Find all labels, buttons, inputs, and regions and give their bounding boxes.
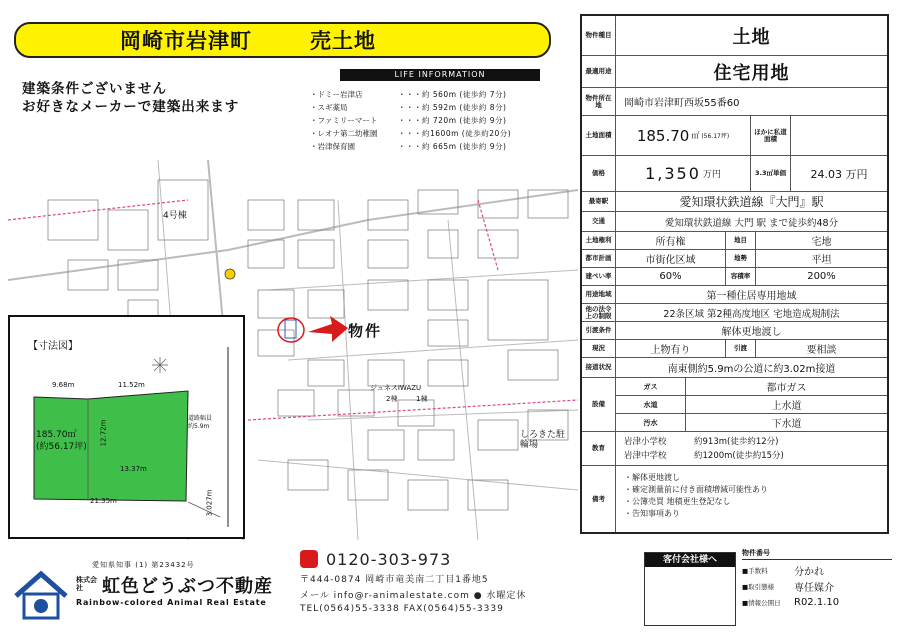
spec-water: 上水道 (771, 401, 802, 412)
school-elementary-dist: 約913m(徒歩約12分) (694, 436, 779, 447)
dim-top-left: 9.68m (52, 381, 75, 389)
dimension-diagram (8, 315, 245, 539)
company-logo-icon (12, 566, 70, 624)
spec-type: 土地 (732, 26, 771, 48)
spec-area-cell (616, 116, 751, 155)
spec-gas-label: ガス (616, 378, 686, 395)
list-item (310, 127, 540, 140)
spec-land-area: 185.70 (636, 126, 690, 145)
spec-row-zoning (582, 286, 887, 304)
spec-price-cell (616, 156, 751, 191)
life-info-heading: LIFE INFORMATION (340, 69, 540, 81)
spec-zoning: 第一種住居専用地域 (706, 291, 797, 302)
spec-transport: 愛知環状鉄道線 大門 駅 まで徒歩約48分 (664, 217, 839, 229)
spec-terrain: 平坦 (811, 255, 832, 266)
spec-city-plan: 市街化区域 (616, 250, 726, 267)
list-item (310, 101, 540, 114)
title-place: 岡崎市岩津町 (120, 29, 252, 53)
spec-row-delivery (582, 322, 887, 340)
spec-label: 地勢 (726, 250, 756, 267)
spec-label: 接道状況 (582, 358, 616, 377)
spec-row-other-law (582, 304, 887, 322)
spec-label: 3.3㎡単価 (751, 156, 791, 191)
school-junior-label: 岩津中学校 (624, 450, 667, 461)
spec-label: 価格 (582, 156, 616, 191)
property-arrow (308, 316, 348, 342)
spec-row-use (582, 56, 887, 88)
spec-row-coverage (582, 268, 887, 286)
utility-sewer-row (616, 414, 887, 431)
dim-bottom-total: 21.35m (90, 497, 117, 505)
spec-label: 物件種目 (582, 16, 616, 55)
spec-label: 現況 (582, 340, 616, 357)
info-publish: R02.1.10 (794, 596, 840, 608)
spec-price: 1,350 (645, 164, 701, 183)
life-dist: ・・・約 592m (徒歩約 8分) (398, 103, 507, 112)
list-item (310, 88, 540, 101)
spec-other-law: 22条区域 第2種高度地区 宅地造成規制法 (663, 308, 840, 320)
listing-info (742, 548, 892, 608)
company-address: 〒444-0874 岡崎市竜美南二丁目1番地5 (300, 575, 489, 585)
spec-row-status (582, 340, 887, 358)
condition-line-2: お好きなメーカーで建築出来ます (22, 99, 240, 115)
spec-row-remarks (582, 466, 887, 532)
spec-category: 宅地 (811, 237, 832, 248)
partner-box (644, 552, 736, 626)
spec-label: 土地面積 (582, 116, 616, 155)
dim-bottom-inner: 13.37m (120, 465, 147, 473)
spec-rights: 所有権 (616, 232, 726, 249)
spec-label: 他の法令上の制限 (582, 304, 616, 321)
spec-label: 最適用途 (582, 56, 616, 87)
phone-icon (300, 550, 318, 568)
info-row-deal (742, 580, 892, 592)
utility-gas-row (616, 378, 887, 396)
spec-label: 交通 (582, 212, 616, 231)
spec-price-unit: 万円 (702, 170, 721, 180)
spec-row-area (582, 116, 887, 156)
spec-label: 設備 (582, 378, 616, 431)
map-mansion-label: ジュネスIWAZU (370, 384, 422, 392)
spec-label: 都市計画 (582, 250, 616, 267)
company-tel-fax: TEL(0564)55-3338 FAX(0564)55-3339 (300, 604, 504, 614)
building-condition (22, 80, 239, 116)
info-fee: 分かれ (794, 566, 824, 578)
map-property-label: 物件 (348, 322, 383, 340)
dim-area-tsubo: (約56.17坪) (36, 442, 87, 452)
info-deal-label: ■取引態様 (742, 582, 775, 591)
info-row-publish (742, 596, 892, 608)
company-prefix: 株式会社 (76, 576, 97, 592)
remark-item: ・告知事項あり (624, 509, 680, 518)
map-station-label: しろきた駐輪場 (520, 430, 566, 450)
remark-item: ・確定測量前に付き面積増減可能性あり (624, 485, 768, 494)
spec-row-address (582, 88, 887, 116)
dim-area (36, 429, 87, 453)
spec-row-type (582, 16, 887, 56)
remark-item: ・解体更地渡し (624, 473, 680, 482)
spec-label: 引渡 (726, 340, 756, 357)
spec-label: 用途地域 (582, 286, 616, 303)
map-block-label: 4号棟 (163, 211, 187, 221)
life-name: ・ドミー岩津店 (310, 90, 363, 99)
company-block (12, 558, 312, 628)
school-junior-dist: 約1200m(徒歩約15分) (694, 450, 784, 461)
utility-block (616, 378, 887, 431)
list-item (310, 140, 540, 153)
spec-label: 建ぺい率 (582, 268, 616, 285)
info-deal: 専任媒介 (794, 582, 834, 594)
spec-status: 上物有り (616, 340, 726, 357)
info-row-fee (742, 564, 892, 576)
spec-label: 物件所在地 (582, 88, 616, 115)
license-number: 愛知県知事 (1) 第23432号 (92, 561, 195, 569)
spec-address: 岡崎市岩津町西坂55番60 (624, 98, 740, 109)
spec-row-utility (582, 378, 887, 432)
spec-label: 備考 (582, 466, 616, 532)
dim-right-side: 3.027m (205, 489, 214, 517)
life-dist: ・・・約 560m (徒歩約 7分) (398, 90, 507, 99)
company-email: メール info@r-animalestate.com ● 水曜定休 (300, 591, 527, 601)
spec-row-transport (582, 212, 887, 232)
title-type: 売土地 (310, 29, 376, 53)
partner-heading: 客付会社様へ (645, 553, 735, 567)
spec-gas: 都市ガス (766, 383, 807, 394)
life-dist: ・・・約 720m (徒歩約 9分) (398, 116, 507, 125)
spec-unit-price: 24.03 万円 (810, 167, 868, 181)
spec-label: 土地権利 (582, 232, 616, 249)
spec-label: 容積率 (726, 268, 756, 285)
remarks-block (616, 466, 887, 532)
spec-label: 教育 (582, 432, 616, 465)
school-junior (624, 449, 887, 463)
dim-left-side: 12.72m (99, 419, 108, 447)
info-heading: 物件番号 (742, 548, 892, 560)
company-name-en: Rainbow-colored Animal Real Estate (76, 598, 267, 607)
spec-road: 南東側約5.9mの公道に約3.02m接道 (667, 364, 836, 375)
property-spec-table (580, 14, 889, 534)
life-dist: ・・・約1600m (徒歩約20分) (398, 129, 512, 138)
spec-row-nearest (582, 192, 887, 212)
list-item (310, 114, 540, 127)
dim-top-right: 11.52m (118, 381, 145, 389)
spec-label: 引渡条件 (582, 322, 616, 339)
spec-nearest: 愛知環状鉄道線『大門』駅 (679, 195, 824, 209)
spec-sewer-label: 汚水 (616, 414, 686, 431)
remark-item: ・公簿売買 地積更生登記なし (624, 497, 731, 506)
spec-row-city-plan (582, 250, 887, 268)
map-block-label: 2棟 (386, 395, 398, 403)
dim-road: 道路幅員約5.9m (188, 415, 213, 430)
school-block (616, 432, 887, 465)
free-dial-number: 0120-303-973 (326, 549, 452, 569)
spec-row-school (582, 432, 887, 466)
map-block-label: 1棟 (416, 395, 428, 403)
title-banner (14, 22, 551, 58)
life-info-list (310, 88, 540, 153)
contact-block (300, 548, 640, 614)
spec-use: 住宅用地 (713, 62, 790, 84)
condition-line-1: 建築条件ございません (22, 81, 167, 97)
spec-coverage: 60% (616, 268, 726, 285)
spec-label: ほかに私道面積 (751, 116, 791, 155)
free-dial-row (300, 548, 640, 570)
spec-label: 最寄駅 (582, 192, 616, 211)
spec-row-road (582, 358, 887, 378)
spec-delivery: 解体更地渡し (721, 327, 782, 338)
spec-water-label: 水道 (616, 396, 686, 413)
life-name: ・岩津保育園 (310, 142, 355, 151)
school-elementary-label: 岩津小学校 (624, 436, 667, 447)
life-name: ・レオナ第二幼稚園 (310, 129, 378, 138)
school-elementary (624, 435, 887, 449)
life-dist: ・・・約 665m (徒歩約 9分) (398, 142, 507, 151)
info-publish-label: ■情報公開日 (742, 598, 781, 607)
spec-label: 地目 (726, 232, 756, 249)
spec-land-area-unit: ㎡ (691, 131, 700, 140)
utility-water-row (616, 396, 887, 414)
dimension-title: 【寸法図】 (28, 341, 78, 352)
spec-handover: 要相談 (806, 345, 837, 356)
spec-row-rights (582, 232, 887, 250)
life-name: ・スギ薬局 (310, 103, 348, 112)
info-fee-label: ■手数料 (742, 566, 768, 575)
company-name: 虹色どうぶつ不動産 (102, 576, 273, 597)
dim-area-value: 185.70㎡ (36, 430, 77, 440)
spec-private-road (791, 116, 887, 155)
spec-far: 200% (807, 271, 836, 282)
spec-row-price (582, 156, 887, 192)
life-name: ・ファミリーマート (310, 116, 378, 125)
spec-land-area-tsubo: (56.17坪) (701, 133, 730, 140)
spec-sewer: 下水道 (771, 419, 802, 430)
